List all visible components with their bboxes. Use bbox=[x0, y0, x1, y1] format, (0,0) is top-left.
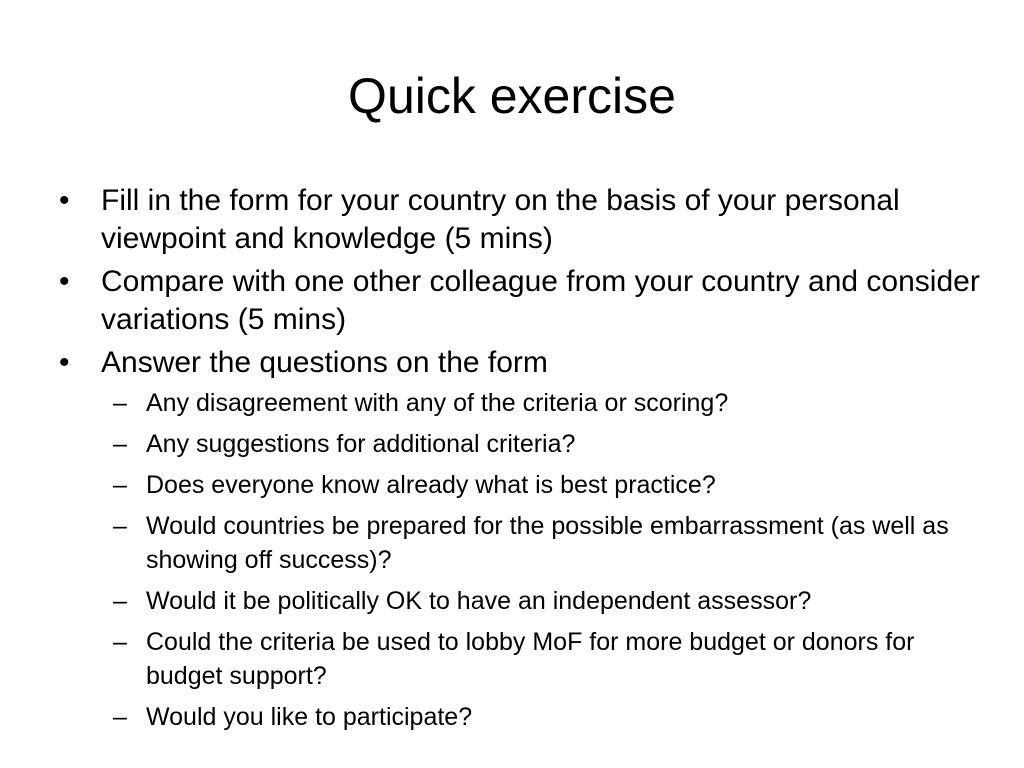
bullet-icon: • bbox=[59, 346, 70, 379]
dash-icon: – bbox=[113, 512, 127, 540]
sub-bullet-item bbox=[101, 625, 986, 693]
sub-bullet-text: Would you like to participate? bbox=[146, 703, 473, 731]
sub-bullet-text: Would it be politically OK to have an independent assessor? bbox=[146, 587, 812, 615]
bullet-text: Compare with one other colleague from your country and consider variations (5 mins) bbox=[101, 265, 980, 336]
sub-bullet-text: Could the criteria be used to lobby MoF for more budget or donors for budget support? bbox=[146, 628, 915, 690]
slide-title: Quick exercise bbox=[348, 68, 676, 124]
sub-bullet-list bbox=[101, 386, 986, 734]
dash-icon: – bbox=[113, 389, 127, 417]
bullet-icon: • bbox=[59, 184, 70, 217]
bullet-item-compare bbox=[56, 263, 986, 339]
slide-content bbox=[56, 182, 986, 741]
bullet-list bbox=[56, 182, 986, 734]
dash-icon: – bbox=[113, 471, 127, 499]
sub-bullet-item bbox=[101, 700, 986, 734]
dash-icon: – bbox=[113, 430, 127, 458]
sub-bullet-text: Any suggestions for additional criteria? bbox=[146, 430, 576, 458]
bullet-item-fill-form bbox=[56, 182, 986, 258]
sub-bullet-item bbox=[101, 509, 986, 577]
dash-icon: – bbox=[113, 628, 127, 656]
dash-icon: – bbox=[113, 587, 127, 615]
sub-bullet-item bbox=[101, 427, 986, 461]
bullet-text: Answer the questions on the form bbox=[101, 346, 548, 379]
sub-bullet-item bbox=[101, 584, 986, 618]
sub-bullet-item bbox=[101, 386, 986, 420]
sub-bullet-text: Any disagreement with any of the criteria or scoring? bbox=[146, 389, 729, 417]
sub-bullet-text: Would countries be prepared for the possible embarrassment (as well as showing off success)? bbox=[146, 512, 949, 574]
bullet-icon: • bbox=[59, 265, 70, 298]
sub-bullet-text: Does everyone know already what is best practice? bbox=[146, 471, 716, 499]
bullet-item-answer-questions bbox=[56, 344, 986, 734]
bullet-text: Fill in the form for your country on the basis of your personal viewpoint and knowledge (5 mins) bbox=[101, 184, 900, 255]
sub-bullet-item bbox=[101, 468, 986, 502]
dash-icon: – bbox=[113, 703, 127, 731]
